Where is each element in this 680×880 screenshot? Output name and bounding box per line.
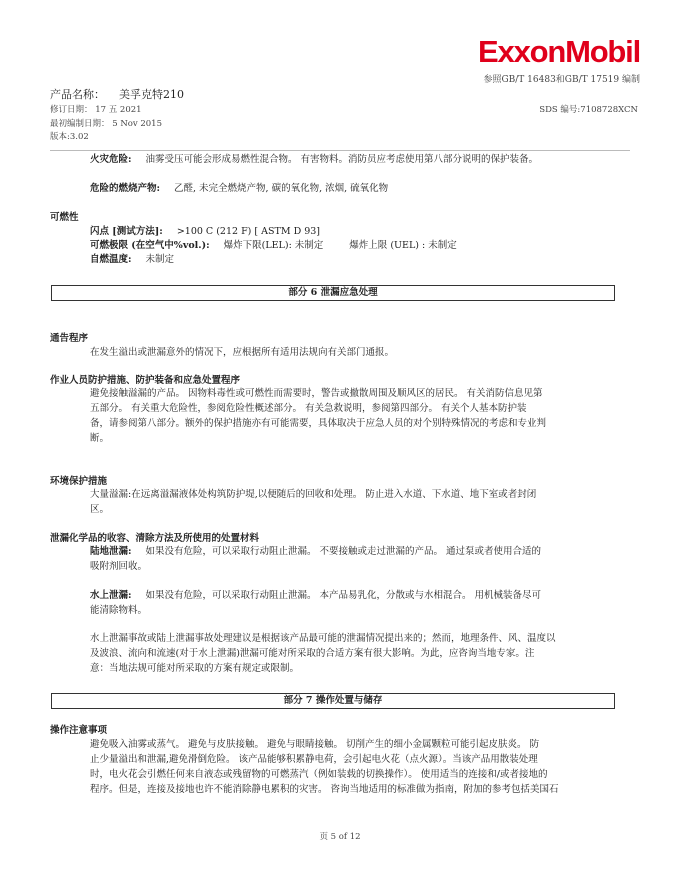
autoignition-label: 自燃温度: [90, 254, 132, 265]
section-6-heading: 部分 6 泄漏应急处理 [51, 285, 615, 301]
text-line: 止少量溢出和泄漏,避免滑倒危险。 该产品能够积累静电荷，会引起电火花（点火源）。当该产品用散装处理 [90, 754, 538, 765]
text-line: 程序。但是，连接及接地也许不能消除静电累积的灾害。 咨询当地适用的标准做为指南，附加的参考包括美国石 [90, 784, 559, 795]
fire-hazard-row [90, 153, 538, 166]
land-spill-label: 陆地泄漏: [90, 546, 132, 557]
cleanup-title: 泄漏化学品的收容、清除方法及所使用的处置材料 [50, 533, 260, 544]
notification-text: 在发生溢出或泄漏意外的情况下，应根据所有适用法规向有关部门通报。 [90, 347, 395, 358]
water-spill-label: 水上泄漏: [90, 590, 132, 601]
flammability-title: 可燃性 [50, 212, 79, 223]
product-name-row [50, 86, 184, 102]
autoignition-row [90, 253, 174, 266]
land-spill-line: 如果没有危险，可以采取行动阻止泄漏。 不要接触或走过泄漏的产品。 通过泵或者使用合适的 [145, 546, 542, 557]
environmental-title: 环境保护措施 [50, 476, 108, 487]
text-line: 避免接触溢漏的产品。 因物料毒性或可燃性而需要时，警告或撤散周围及顺风区的居民。 有关消防信息见第 [90, 388, 543, 399]
text-line [90, 544, 636, 559]
flash-point-value: >100 C (212 F) [ ASTM D 93] [176, 226, 320, 237]
section-7-heading: 部分 7 操作处置与储存 [51, 693, 615, 709]
flash-point-label: 闪点 [测试方法]: [90, 226, 163, 237]
water-spill-text [90, 588, 636, 618]
text-line: 备，请参阅第八部分。额外的保护措施亦有可能需要，具体取决于应急人员的对个别特殊情况的考虑和专业判 [90, 418, 547, 429]
header-divider [50, 150, 630, 151]
personal-precautions-text [90, 386, 636, 446]
spill-advice-text [90, 631, 636, 676]
water-spill-line: 如果没有危险，可以采取行动阻止泄漏。 本产品易乳化，分散或与水相混合。 用机械装备尽可 [145, 590, 542, 601]
text-line: 避免吸入油雾或蒸气。 避免与皮肤接触。 避免与眼睛接触。 切削产生的细小金属颗粒可能引起皮肤炎。 防 [90, 739, 540, 750]
text-line: 区。 [90, 504, 110, 515]
fire-hazard-text: 油雾受压可能会形成易燃性混合物。 有害物料。消防员应考虑使用第八部分说明的保护装备。 [145, 154, 539, 165]
combustion-products-row [90, 182, 388, 195]
flammable-limits-label: 可燃极限 (在空气中%vol.): [90, 240, 210, 251]
autoignition-value: 未制定 [145, 254, 175, 265]
handling-text [90, 737, 636, 797]
handling-title: 操作注意事项 [50, 725, 108, 736]
uel-text: 爆炸上限 (UEL) : 未制定 [349, 240, 457, 251]
text-line: 能清除物料。 [90, 605, 148, 616]
flash-point-row [90, 225, 320, 238]
text-line: 断。 [90, 433, 110, 444]
text-line: 意：当地法规可能对所采取的方案有规定或限制。 [90, 663, 300, 674]
environmental-text [90, 487, 636, 517]
product-name-label: 产品名称： [50, 88, 105, 101]
revision-date: 修订日期： 17 五 2021 [50, 105, 142, 115]
product-name: 美孚克特210 [119, 88, 184, 101]
flammable-limits-row [90, 239, 457, 252]
text-line: 吸附剂回收。 [90, 561, 148, 572]
fire-hazard-label: 火灾危险: [90, 154, 132, 165]
text-line: 及波浪、流向和流速(对于水上泄漏)泄漏可能对所采取的合适方案有很大影响。为此，应咨询当地专家。注 [90, 648, 535, 659]
text-line: 五部分。 有关重大危险性，参阅危险性概述部分。 有关急救说明，参阅第四部分。 有关个人基本防护装 [90, 403, 527, 414]
combustion-products-text: 乙醛, 未完全燃烧产物, 碳的氧化物, 浓烟, 硫氧化物 [174, 183, 389, 194]
version: 版本:3.02 [50, 132, 89, 142]
reference-standard: 参照GB/T 16483和GB/T 17519 编制 [483, 75, 640, 85]
exxonmobil-logo: ExxonMobil [478, 34, 640, 69]
land-spill-text [90, 544, 636, 574]
text-line [90, 588, 636, 603]
lel-text: 爆炸下限(LEL): 未制定 [223, 240, 324, 251]
combustion-products-label: 危险的燃烧产物: [90, 183, 161, 194]
page-number: 页 5 of 12 [319, 832, 361, 842]
text-line: 时，电火花会引燃任何来自液态或残留物的可燃蒸汽（例如装载的切换操作）。 使用适当的连接和/或者接地的 [90, 769, 548, 780]
text-line: 大量溢漏:在远离溢漏液体处构筑防护堤,以便随后的回收和处理。 防止进入水道、下水道、地下室或者封闭 [90, 489, 537, 500]
personal-precautions-title: 作业人员防护措施、防护装备和应急处置程序 [50, 375, 241, 386]
notification-title: 通告程序 [50, 333, 89, 344]
text-line: 水上泄漏事故或陆上泄漏事故处理建议是根据该产品最可能的泄漏情况提出来的；然而，地理条件、风、温度以 [90, 633, 556, 644]
sds-number: SDS 编号:7108728XCN [539, 105, 638, 115]
last-compiled-date: 最初编制日期： 5 Nov 2015 [50, 119, 163, 129]
